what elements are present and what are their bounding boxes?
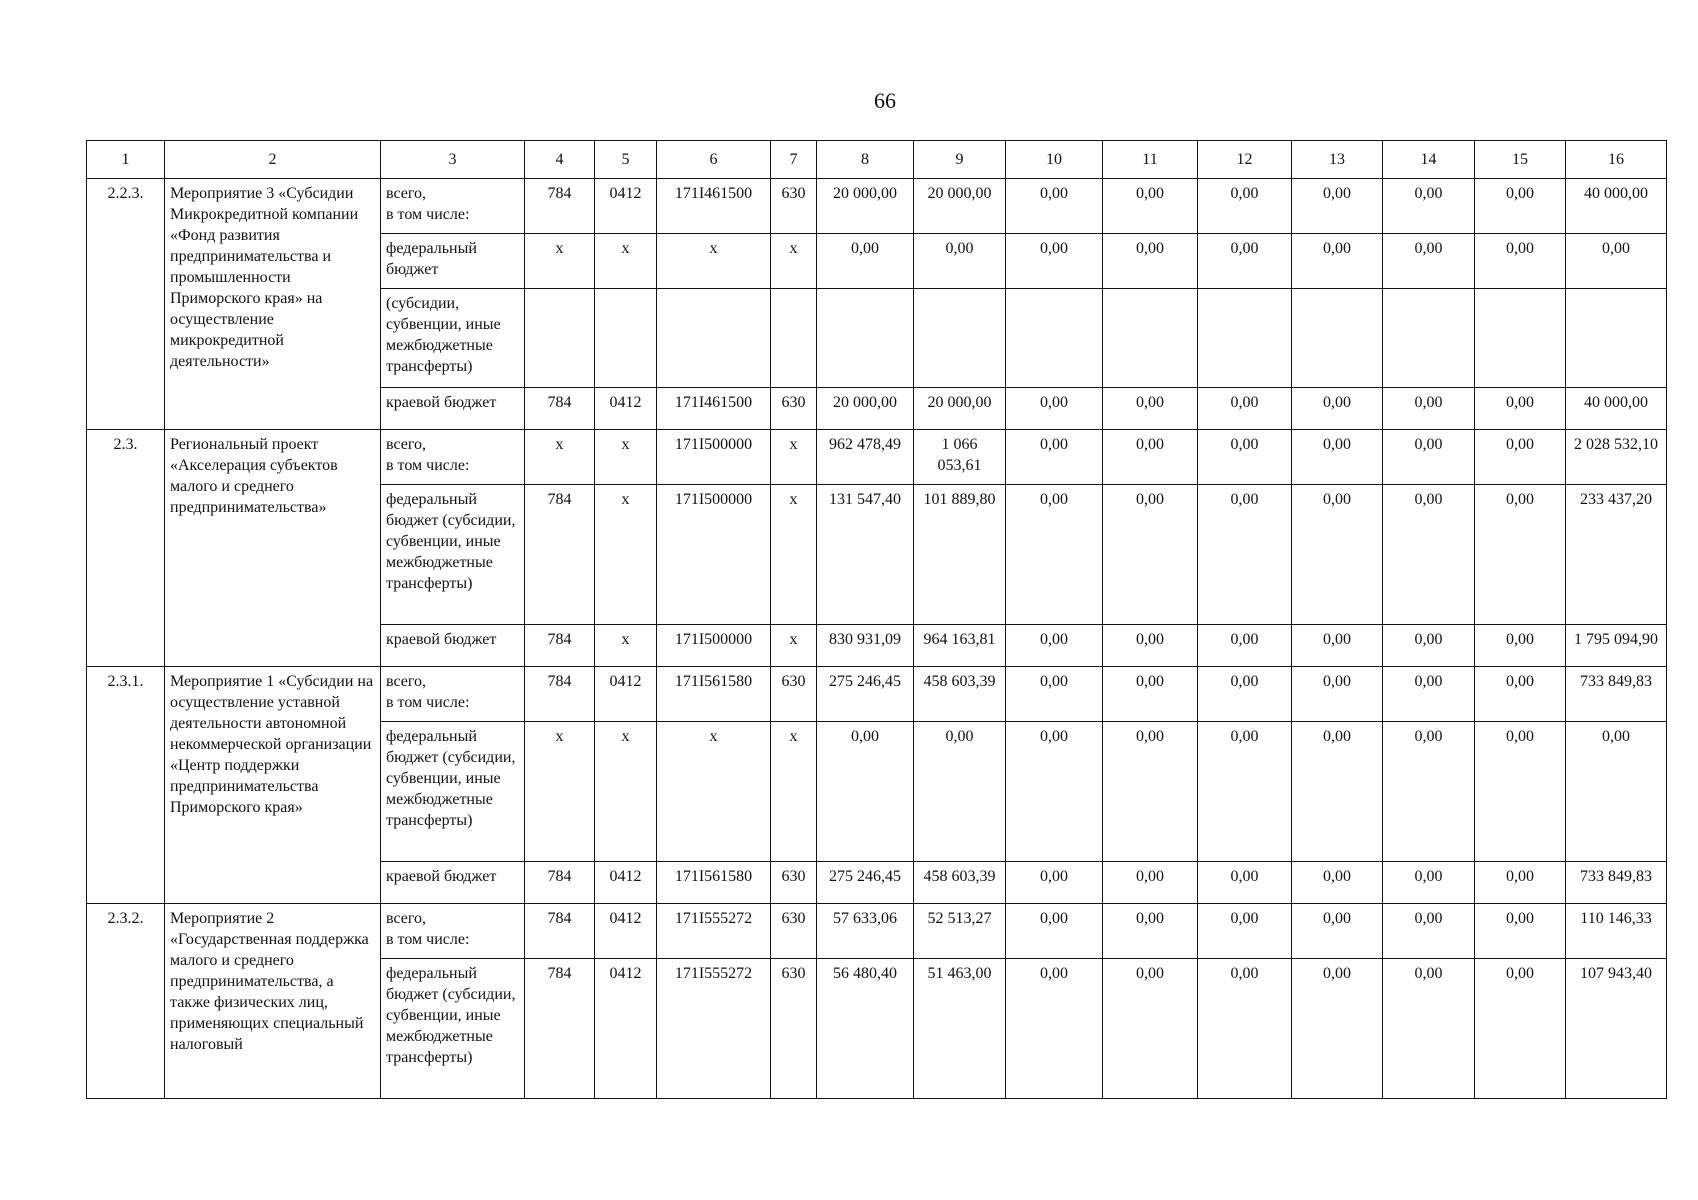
table-cell: 0,00 bbox=[1103, 904, 1198, 959]
table-cell: 0,00 bbox=[1103, 722, 1198, 862]
table-cell: 0,00 bbox=[1475, 234, 1566, 289]
header-cell: 11 bbox=[1103, 141, 1198, 179]
table-cell: 0,00 bbox=[1006, 430, 1103, 485]
table-cell bbox=[1006, 289, 1103, 388]
table-cell: 0,00 bbox=[1198, 430, 1292, 485]
table-cell: 784 bbox=[525, 179, 595, 234]
table-cell: 0,00 bbox=[1198, 904, 1292, 959]
table-cell: 0,00 bbox=[1198, 862, 1292, 904]
funding-source-text: всего, в том числе: bbox=[386, 185, 470, 223]
table-cell: 0,00 bbox=[1198, 959, 1292, 1099]
funding-source: краевой бюджет bbox=[381, 862, 525, 904]
table-cell: 0,00 bbox=[1383, 430, 1475, 485]
header-cell: 9 bbox=[914, 141, 1006, 179]
table-cell: 0,00 bbox=[1103, 179, 1198, 234]
table-cell: 0412 bbox=[595, 667, 657, 722]
table-cell: 0,00 bbox=[1006, 388, 1103, 430]
table-cell: 0,00 bbox=[1383, 625, 1475, 667]
table-cell: 20 000,00 bbox=[914, 179, 1006, 234]
table-cell: 0,00 bbox=[1475, 959, 1566, 1099]
header-cell: 2 bbox=[165, 141, 381, 179]
table-cell: 110 146,33 bbox=[1566, 904, 1667, 959]
table-cell: 0,00 bbox=[1006, 722, 1103, 862]
row-name: Региональный проект «Акселерация субъектов малого и среднего предпринимательства» bbox=[165, 430, 381, 667]
table-cell: 0,00 bbox=[1006, 959, 1103, 1099]
table-cell: 784 bbox=[525, 959, 595, 1099]
table-cell: 630 bbox=[771, 667, 817, 722]
table-cell: 0,00 bbox=[1103, 388, 1198, 430]
table-cell: 0,00 bbox=[1198, 179, 1292, 234]
table-cell: 2 028 532,10 bbox=[1566, 430, 1667, 485]
funding-source: федеральный бюджет (субсидии, субвенции, иные межбюджетные трансферты) bbox=[381, 959, 525, 1099]
table-cell: 0,00 bbox=[1383, 904, 1475, 959]
table-cell: 784 bbox=[525, 667, 595, 722]
header-cell: 12 bbox=[1198, 141, 1292, 179]
table-cell: 0,00 bbox=[1566, 234, 1667, 289]
table-cell: 233 437,20 bbox=[1566, 485, 1667, 625]
table-cell: 171I500000 bbox=[657, 485, 771, 625]
table-cell: 171I555272 bbox=[657, 959, 771, 1099]
funding-source-text: всего, в том числе: bbox=[386, 910, 470, 948]
table-cell: 0,00 bbox=[1475, 485, 1566, 625]
table-cell: 630 bbox=[771, 179, 817, 234]
table-cell: 101 889,80 bbox=[914, 485, 1006, 625]
header-cell: 10 bbox=[1006, 141, 1103, 179]
table-cell: x bbox=[657, 722, 771, 862]
funding-source: краевой бюджет bbox=[381, 625, 525, 667]
table-cell: 20 000,00 bbox=[817, 388, 914, 430]
table-cell: 1 795 094,90 bbox=[1566, 625, 1667, 667]
header-cell: 13 bbox=[1292, 141, 1383, 179]
table-cell: 0,00 bbox=[1475, 179, 1566, 234]
funding-source: (субсидии, субвенции, иные межбюджетные трансферты) bbox=[381, 289, 525, 388]
table-cell: 52 513,27 bbox=[914, 904, 1006, 959]
table-cell: 0,00 bbox=[1006, 862, 1103, 904]
table-cell: 0,00 bbox=[1103, 959, 1198, 1099]
table-cell: 0,00 bbox=[1198, 667, 1292, 722]
header-cell: 4 bbox=[525, 141, 595, 179]
table-cell: x bbox=[595, 234, 657, 289]
header-cell: 5 bbox=[595, 141, 657, 179]
table-cell: x bbox=[771, 430, 817, 485]
table-cell bbox=[771, 289, 817, 388]
table-cell: 0,00 bbox=[1198, 485, 1292, 625]
table-cell: 57 633,06 bbox=[817, 904, 914, 959]
table-cell: 784 bbox=[525, 388, 595, 430]
header-cell: 14 bbox=[1383, 141, 1475, 179]
table-cell: 275 246,45 bbox=[817, 667, 914, 722]
page-number: 66 bbox=[874, 88, 896, 113]
table-cell bbox=[1292, 289, 1383, 388]
table-row bbox=[87, 179, 1667, 234]
table-cell: 20 000,00 bbox=[914, 388, 1006, 430]
table-cell: 0,00 bbox=[1475, 862, 1566, 904]
table-cell: 0,00 bbox=[1103, 667, 1198, 722]
table-cell: x bbox=[771, 234, 817, 289]
table-cell: 0412 bbox=[595, 959, 657, 1099]
header-cell: 7 bbox=[771, 141, 817, 179]
table-cell: 0,00 bbox=[1103, 485, 1198, 625]
table-cell: 0,00 bbox=[1383, 234, 1475, 289]
table-cell: 0412 bbox=[595, 388, 657, 430]
table-cell: 0,00 bbox=[1475, 625, 1566, 667]
table-cell: 20 000,00 bbox=[817, 179, 914, 234]
table-cell: 0,00 bbox=[914, 234, 1006, 289]
table-cell bbox=[1198, 289, 1292, 388]
table-cell: 0,00 bbox=[1292, 430, 1383, 485]
header-row bbox=[87, 141, 1667, 179]
table-cell: 56 480,40 bbox=[817, 959, 914, 1099]
table-cell: 0,00 bbox=[1475, 722, 1566, 862]
table-cell bbox=[1383, 289, 1475, 388]
table-cell bbox=[1566, 289, 1667, 388]
table-cell: x bbox=[525, 722, 595, 862]
table-cell: 0,00 bbox=[1103, 430, 1198, 485]
table-cell bbox=[1475, 289, 1566, 388]
table-cell: x bbox=[525, 234, 595, 289]
table-cell: x bbox=[595, 722, 657, 862]
table-row bbox=[87, 430, 1667, 485]
table-cell bbox=[1103, 289, 1198, 388]
table-cell: 0,00 bbox=[1292, 388, 1383, 430]
table-cell: 0,00 bbox=[1292, 862, 1383, 904]
table-cell: 0,00 bbox=[1383, 862, 1475, 904]
table-cell: 0,00 bbox=[1292, 722, 1383, 862]
table-cell: 0,00 bbox=[1566, 722, 1667, 862]
table-cell bbox=[817, 289, 914, 388]
table-cell: 0,00 bbox=[1198, 234, 1292, 289]
table-cell: 0,00 bbox=[1198, 388, 1292, 430]
funding-source bbox=[381, 179, 525, 234]
table-cell: 0,00 bbox=[1292, 959, 1383, 1099]
row-name: Мероприятие 3 «Субсидии Микрокредитной компании «Фонд развития предпринимательства и промышленности Приморского края» на осуществление микрокредитной деятельности» bbox=[165, 179, 381, 430]
table-cell: x bbox=[595, 430, 657, 485]
table-cell: 171I461500 bbox=[657, 179, 771, 234]
budget-table bbox=[86, 140, 1667, 1099]
table-cell: 0,00 bbox=[914, 722, 1006, 862]
row-name: Мероприятие 1 «Субсидии на осуществление уставной деятельности автономной некоммерческой организации «Центр поддержки предпринимательства Приморского края» bbox=[165, 667, 381, 904]
table-cell: 275 246,45 bbox=[817, 862, 914, 904]
funding-source: федеральный бюджет bbox=[381, 234, 525, 289]
table-cell: 171I500000 bbox=[657, 430, 771, 485]
table-cell: 0,00 bbox=[1383, 959, 1475, 1099]
table-cell: 171I561580 bbox=[657, 862, 771, 904]
table-cell: 630 bbox=[771, 904, 817, 959]
table-cell: 0,00 bbox=[1383, 179, 1475, 234]
table-cell: 0,00 bbox=[1198, 625, 1292, 667]
table-cell: 0,00 bbox=[1383, 722, 1475, 862]
table-cell: 0,00 bbox=[1292, 667, 1383, 722]
table-cell: 131 547,40 bbox=[817, 485, 914, 625]
table-cell: 784 bbox=[525, 904, 595, 959]
row-code: 2.3.1. bbox=[87, 667, 165, 904]
table-cell: 830 931,09 bbox=[817, 625, 914, 667]
table-cell: 0,00 bbox=[1292, 485, 1383, 625]
table-cell: x bbox=[525, 430, 595, 485]
table-cell: 0412 bbox=[595, 862, 657, 904]
table-cell: 107 943,40 bbox=[1566, 959, 1667, 1099]
table-cell: 0,00 bbox=[1383, 388, 1475, 430]
table-cell: 630 bbox=[771, 388, 817, 430]
table-cell: 630 bbox=[771, 959, 817, 1099]
table-cell: 964 163,81 bbox=[914, 625, 1006, 667]
table-cell: 0,00 bbox=[817, 234, 914, 289]
table-cell: 0,00 bbox=[1475, 667, 1566, 722]
table-cell: 40 000,00 bbox=[1566, 388, 1667, 430]
header-cell: 3 bbox=[381, 141, 525, 179]
table-cell: 784 bbox=[525, 485, 595, 625]
table-cell: 40 000,00 bbox=[1566, 179, 1667, 234]
table-cell: 0,00 bbox=[1475, 904, 1566, 959]
table-cell: x bbox=[595, 485, 657, 625]
table-cell: 0,00 bbox=[1103, 234, 1198, 289]
table-cell: 0,00 bbox=[1198, 722, 1292, 862]
table-cell: 171I555272 bbox=[657, 904, 771, 959]
funding-source bbox=[381, 904, 525, 959]
table-cell bbox=[914, 289, 1006, 388]
table-cell: 0,00 bbox=[1103, 862, 1198, 904]
funding-source: краевой бюджет bbox=[381, 388, 525, 430]
table-cell: 0412 bbox=[595, 904, 657, 959]
table-cell: 784 bbox=[525, 625, 595, 667]
table-row bbox=[87, 904, 1667, 959]
table-cell bbox=[657, 289, 771, 388]
table-cell: 0,00 bbox=[1006, 234, 1103, 289]
table-cell bbox=[595, 289, 657, 388]
table-cell: 0,00 bbox=[1292, 904, 1383, 959]
table-cell: 0,00 bbox=[1292, 625, 1383, 667]
table-cell: 733 849,83 bbox=[1566, 667, 1667, 722]
row-code: 2.2.3. bbox=[87, 179, 165, 430]
header-cell: 15 bbox=[1475, 141, 1566, 179]
table-cell: 630 bbox=[771, 862, 817, 904]
row-name: Мероприятие 2 «Государственная поддержка малого и среднего предпринимательства, а также физических лиц, применяющих специальный налоговый bbox=[165, 904, 381, 1099]
funding-source bbox=[381, 430, 525, 485]
table-cell: 458 603,39 bbox=[914, 667, 1006, 722]
table-cell: 171I500000 bbox=[657, 625, 771, 667]
table-cell: 0,00 bbox=[1475, 430, 1566, 485]
table-cell: 0412 bbox=[595, 179, 657, 234]
table-cell bbox=[525, 289, 595, 388]
table-cell: 0,00 bbox=[1383, 485, 1475, 625]
header-cell: 8 bbox=[817, 141, 914, 179]
table-cell: x bbox=[595, 625, 657, 667]
row-code: 2.3. bbox=[87, 430, 165, 667]
header-cell: 6 bbox=[657, 141, 771, 179]
table-cell: 0,00 bbox=[1292, 234, 1383, 289]
table-cell: 0,00 bbox=[1292, 179, 1383, 234]
table-cell: 0,00 bbox=[1006, 179, 1103, 234]
table-row bbox=[87, 667, 1667, 722]
table-cell: 0,00 bbox=[1103, 625, 1198, 667]
table-cell: 0,00 bbox=[1383, 667, 1475, 722]
table-cell: x bbox=[771, 625, 817, 667]
table-cell: 171I561580 bbox=[657, 667, 771, 722]
table-cell: 0,00 bbox=[1006, 625, 1103, 667]
funding-source: федеральный бюджет (субсидии, субвенции, иные межбюджетные трансферты) bbox=[381, 722, 525, 862]
table-cell: 0,00 bbox=[1475, 388, 1566, 430]
table-cell: 0,00 bbox=[1006, 485, 1103, 625]
table-cell: 784 bbox=[525, 862, 595, 904]
header-cell: 1 bbox=[87, 141, 165, 179]
funding-source-text: всего, в том числе: bbox=[386, 673, 470, 711]
table-cell: 0,00 bbox=[1006, 904, 1103, 959]
table-cell: 1 066 053,61 bbox=[914, 430, 1006, 485]
funding-source-text: всего, в том числе: bbox=[386, 436, 470, 474]
table-cell: 458 603,39 bbox=[914, 862, 1006, 904]
header-cell: 16 bbox=[1566, 141, 1667, 179]
table-cell: x bbox=[657, 234, 771, 289]
row-code: 2.3.2. bbox=[87, 904, 165, 1099]
table-cell: 733 849,83 bbox=[1566, 862, 1667, 904]
funding-source: федеральный бюджет (субсидии, субвенции, иные межбюджетные трансферты) bbox=[381, 485, 525, 625]
table-cell: x bbox=[771, 485, 817, 625]
table-cell: 0,00 bbox=[1006, 667, 1103, 722]
table-cell: 171I461500 bbox=[657, 388, 771, 430]
table-cell: x bbox=[771, 722, 817, 862]
funding-source bbox=[381, 667, 525, 722]
table-cell: 962 478,49 bbox=[817, 430, 914, 485]
table-cell: 51 463,00 bbox=[914, 959, 1006, 1099]
table-cell: 0,00 bbox=[817, 722, 914, 862]
